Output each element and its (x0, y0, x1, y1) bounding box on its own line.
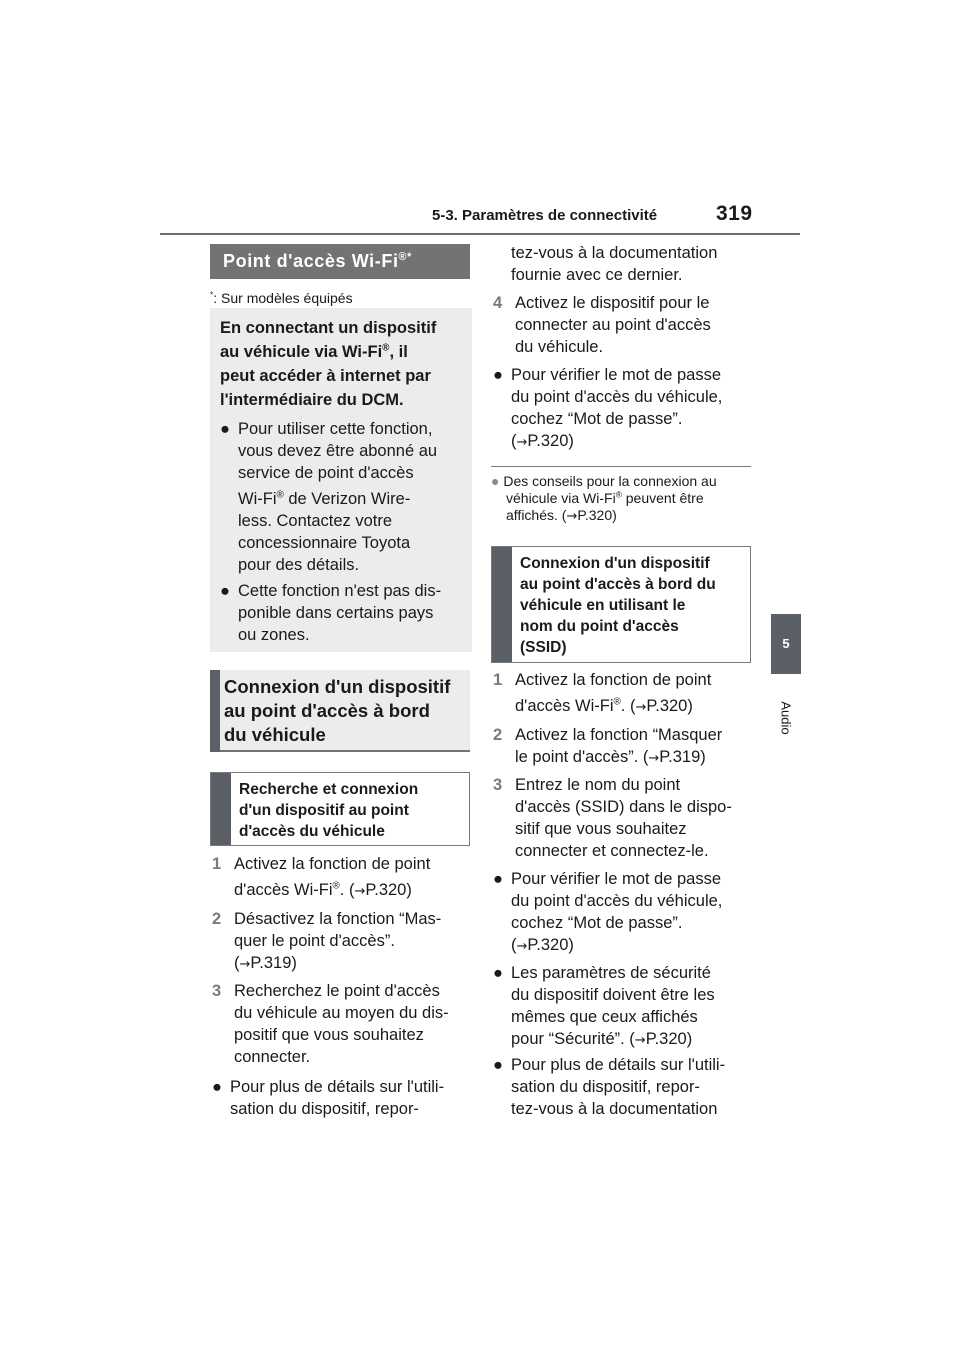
arrow-icon: → (648, 751, 660, 766)
step-2: 2 Désactivez la fonction “Mas- quer le point d'accès”. (→P.319) (212, 910, 442, 972)
arrow-icon: → (634, 1033, 646, 1048)
intro-box (210, 308, 472, 652)
note-bullet-icon: ● (491, 473, 500, 489)
bullet-icon: ● (212, 1078, 222, 1096)
step-4: 4 Activez le dispositif pour le connecter au point d'accès du véhicule. (493, 294, 711, 356)
intro-text: En connectant un dispositif au véhicule via Wi-Fi®, il peut accéder à internet par l'intermédiaire du DCM. (220, 319, 437, 409)
note-rule (491, 466, 751, 467)
continued-text: tez-vous à la documentation fournie avec ce dernier. (511, 244, 718, 284)
section-title-wifi-hotspot: Point d'accès Wi-Fi®* (210, 244, 470, 279)
list-item: ● Cette fonction n'est pas dis- ponible dans certains pays ou zones. (220, 582, 442, 644)
arrow-icon: → (566, 509, 578, 524)
arrow-icon: → (635, 700, 647, 715)
arrow-icon: → (516, 435, 528, 450)
arrow-icon: → (516, 939, 528, 954)
list-item: ● Pour plus de détails sur l'utili- sation du dispositif, repor- (212, 1078, 445, 1118)
step-2: 2 Activez la fonction “Masquer le point d'accès”. (→P.319) (493, 726, 723, 766)
note: ● Des conseils pour la connexion au véhicule via Wi-Fi® peuvent être affichés. (→P.320) (491, 473, 717, 524)
footnote: *: Sur modèles équipés (210, 289, 353, 306)
page-number: 319 (716, 202, 753, 225)
bullet-icon: ● (493, 366, 503, 384)
list-item: ● Pour utiliser cette fonction, vous devez être abonné au service de point d'accès Wi-Fi® de Verizon Wire- less. Contactez votre concessionnaire Toyota pour des détails. (220, 420, 438, 574)
list-item: ● Pour vérifier le mot de passe du point d'accès du véhicule, cochez “Mot de passe”. (→P.320) (493, 366, 723, 450)
header-rule (160, 233, 800, 235)
step-3: 3 Entrez le nom du point d'accès (SSID) dans le dispo- sitif que vous souhaitez connecter et connectez-le. (493, 776, 732, 860)
step-1: 1 Activez la fonction de point d'accès Wi-Fi®. (→P.320) (212, 855, 431, 899)
arrow-icon: → (354, 884, 366, 899)
chapter-number: 5 (782, 636, 790, 651)
chapter-tab-label: Audio (778, 700, 794, 735)
list-item: ● Les paramètres de sécurité du dispositif doivent être les mêmes que ceux affichés pour “Sécurité”. (→P.320) (493, 964, 715, 1048)
subsection-title-ssid: Connexion d'un dispositif au point d'accès à bord du véhicule en utilisant le nom du point d'accès (SSID) (491, 546, 751, 663)
step-3: 3 Recherchez le point d'accès du véhicule au moyen du dis- positif que vous souhaitez connecter. (212, 982, 449, 1066)
bullet-icon: ● (493, 870, 503, 888)
list-item: ● Pour vérifier le mot de passe du point d'accès du véhicule, cochez “Mot de passe”. (→P.320) (493, 870, 723, 954)
chapter-tab[interactable] (771, 614, 801, 674)
list-item: ● Pour plus de détails sur l'utili- sation du dispositif, repor- tez-vous à la documentation (493, 1056, 726, 1118)
bullet-icon: ● (493, 964, 503, 982)
bullet-icon: ● (493, 1056, 503, 1074)
step-1: 1 Activez la fonction de point d'accès Wi-Fi®. (→P.320) (493, 671, 712, 715)
bullet-icon: ● (220, 582, 230, 600)
subsection-title-search: Recherche et connexion d'un dispositif au point d'accès du véhicule (210, 772, 470, 846)
arrow-icon: → (239, 957, 251, 972)
section-title-connect: Connexion d'un dispositif au point d'accès à bord du véhicule (210, 670, 470, 752)
section-heading: 5-3. Paramètres de connectivité (432, 207, 658, 224)
bullet-icon: ● (220, 420, 230, 438)
